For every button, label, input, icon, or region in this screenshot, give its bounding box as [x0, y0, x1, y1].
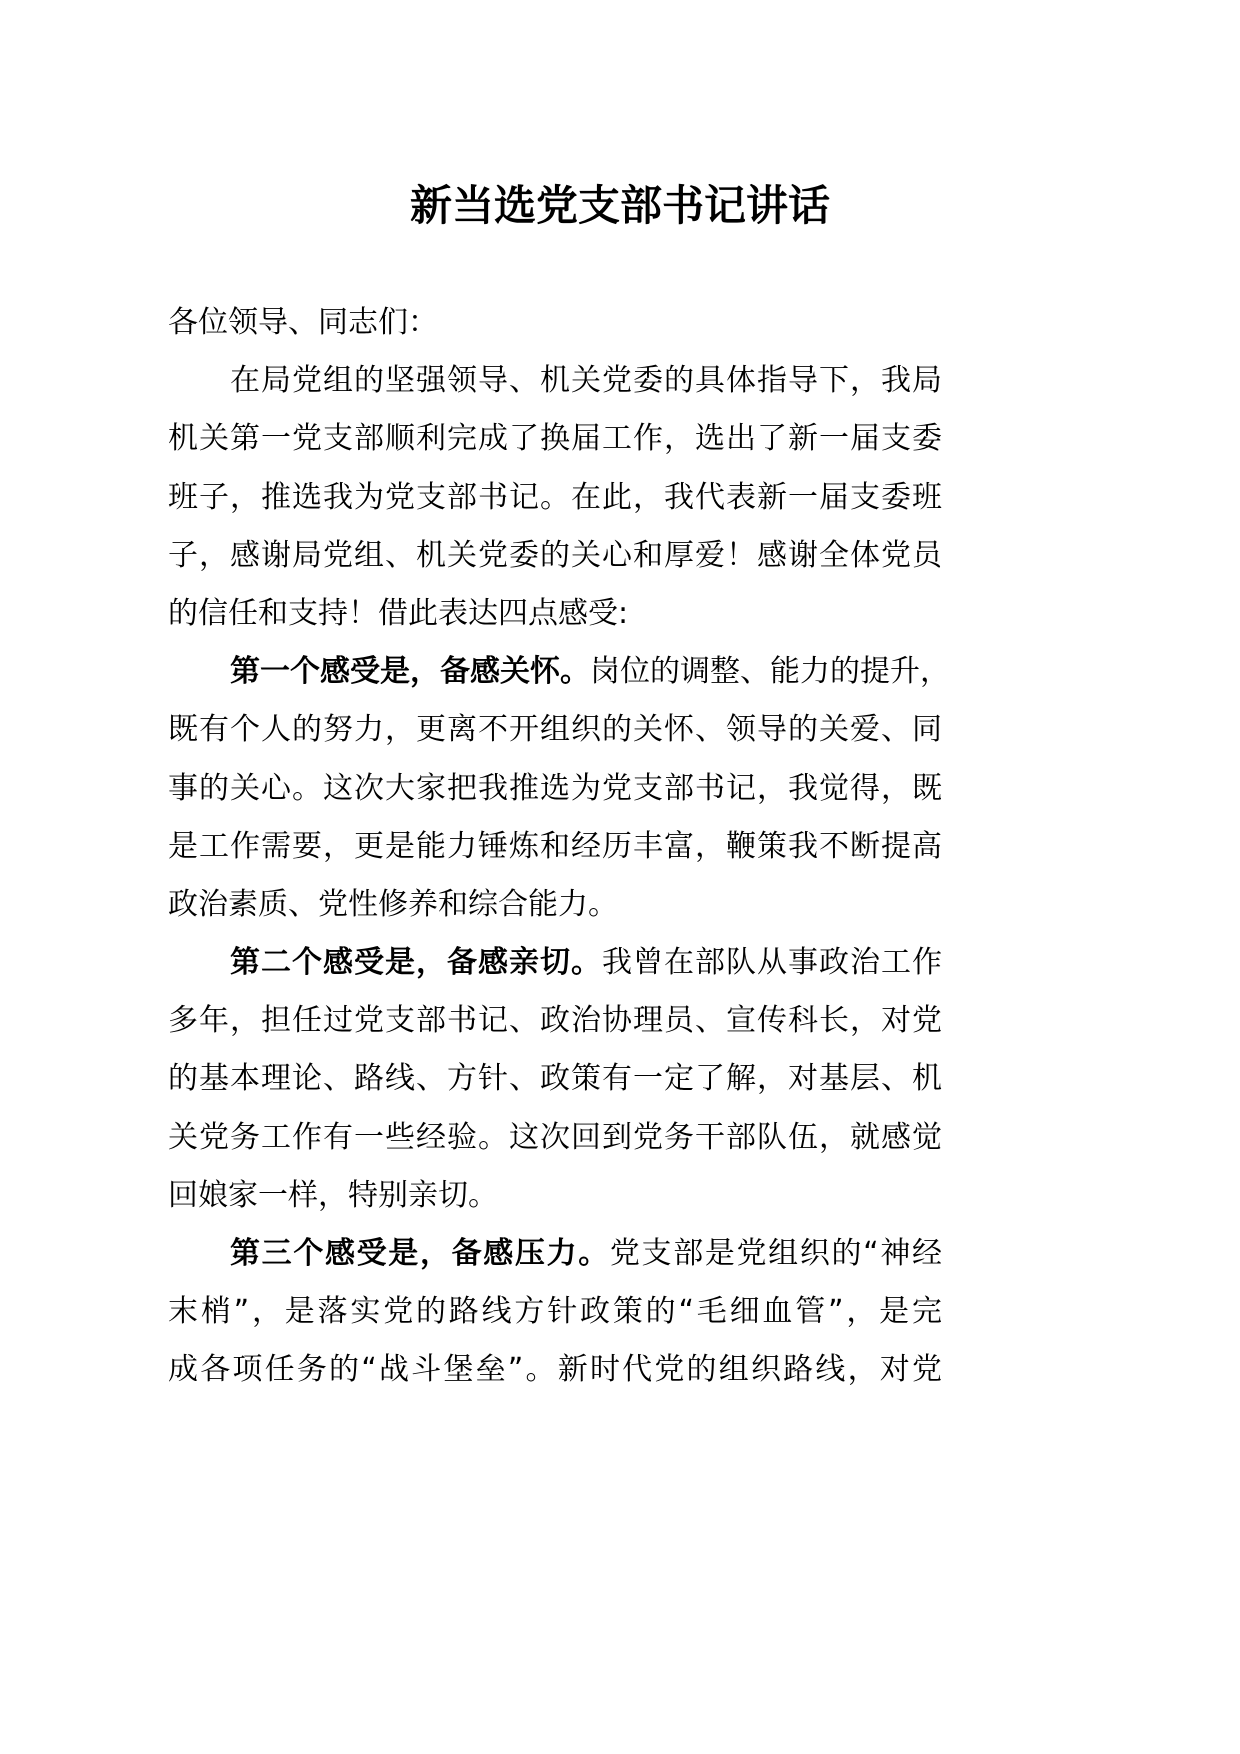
paragraph-line — [168, 1341, 942, 1399]
paragraph-line — [168, 469, 942, 527]
paragraph-text: 成各项任务的“战斗堡垒”。新时代党的组织路线，对党 — [168, 1352, 942, 1388]
paragraph-line — [168, 643, 950, 701]
paragraph-text: 子，感谢局党组、机关党委的关心和厚爱！感谢全体党员 — [168, 537, 942, 573]
paragraphs — [168, 352, 950, 1399]
paragraph-line — [168, 1167, 942, 1225]
paragraph-text: 我曾在部队从事政治工作 — [602, 945, 942, 981]
document-title: 新当选党支部书记讲话 — [409, 181, 830, 230]
paragraph-lead-heading: 第三个感受是，备感压力。 — [230, 1236, 610, 1271]
paragraph-text: 的基本理论、路线、方针、政策有一定了解，对基层、机 — [168, 1061, 942, 1097]
paragraph-line — [168, 992, 942, 1050]
paragraph-line — [168, 701, 942, 759]
paragraph-text: 回娘家一样，特别亲切。 — [168, 1177, 498, 1213]
paragraph-text: 是工作需要，更是能力锤炼和经历丰富，鞭策我不断提高 — [168, 828, 942, 864]
paragraph-text: 既有个人的努力，更离不开组织的关怀、领导的关爱、同 — [168, 712, 942, 748]
paragraph-line — [168, 818, 942, 876]
paragraph-lead-heading: 第一个感受是，备感关怀。 — [230, 654, 590, 690]
paragraph-text: 事的关心。这次大家把我推选为党支部书记，我觉得，既 — [168, 770, 942, 806]
paragraph-line — [168, 876, 942, 934]
paragraph-line — [168, 1225, 942, 1283]
paragraph-text: 岗位的调整、能力的提升， — [590, 654, 950, 690]
paragraph-line — [168, 760, 942, 818]
paragraph-text: 多年，担任过党支部书记、政治协理员、宣传科长，对党 — [168, 1003, 942, 1039]
paragraph-text: 关党务工作有一些经验。这次回到党务干部队伍，就感觉 — [168, 1119, 942, 1155]
paragraph-line — [168, 1283, 942, 1341]
paragraph-text: 末梢”，是落实党的路线方针政策的“毛细血管”，是完 — [168, 1294, 942, 1330]
paragraph-line — [168, 352, 942, 410]
paragraph-text: 党支部是党组织的“神经 — [609, 1236, 943, 1271]
paragraph-text: 班子，推选我为党支部书记。在此，我代表新一届支委班 — [168, 479, 942, 515]
paragraph-text: 在局党组的坚强领导、机关党委的具体指导下，我局 — [230, 363, 942, 399]
paragraph-text: 政治素质、党性修养和综合能力。 — [168, 886, 618, 922]
paragraph-lead-heading: 第二个感受是，备感亲切。 — [230, 945, 602, 981]
paragraph-line — [168, 934, 942, 992]
paragraph-line — [168, 585, 942, 643]
paragraph-line — [168, 1050, 942, 1108]
document-body — [168, 294, 950, 1400]
paragraph-line — [168, 527, 942, 585]
paragraph-text: 的信任和支持！借此表达四点感受: — [168, 595, 629, 631]
paragraph-line — [168, 1109, 942, 1167]
paragraph-line — [168, 410, 942, 468]
paragraph-text: 机关第一党支部顺利完成了换届工作，选出了新一届支委 — [168, 421, 942, 457]
salutation: 各位领导、同志们： — [168, 305, 438, 340]
